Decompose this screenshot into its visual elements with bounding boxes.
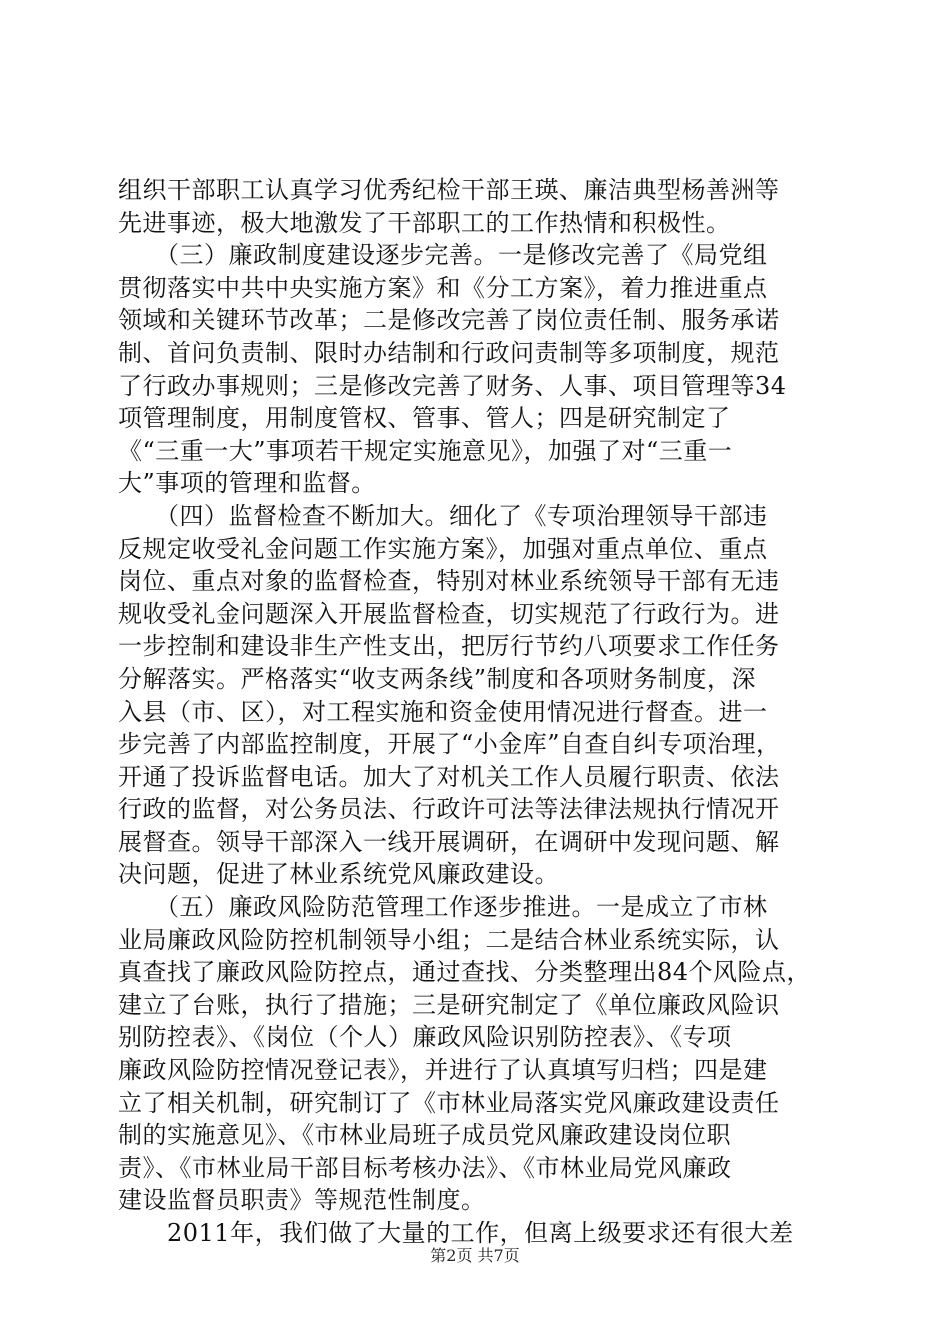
text-line: 入县（市、区），对工程实施和资金使用情况进行督查。进一	[118, 697, 768, 726]
page-footer: 第2页 共7页	[430, 1246, 520, 1265]
document-body	[118, 174, 836, 1250]
text-line: 2011年，我们做了大量的工作，但离上级要求还有很大差	[118, 1219, 794, 1247]
text-line: （三）廉政制度建设逐步完善。一是修改完善了《局党组	[118, 241, 768, 270]
text-line: 组织干部职工认真学习优秀纪检干部王瑛、廉洁典型杨善洲等	[118, 176, 780, 204]
text-line: 业局廉政风险防控机制领导小组；二是结合林业系统实际，认	[118, 925, 780, 954]
text-line: 先进事迹，极大地激发了干部职工的工作热情和积极性。	[118, 208, 731, 237]
text-line: 真查找了廉政风险防控点，通过查找、分类整理出84个风险点，	[118, 958, 812, 987]
text-line: 规收受礼金问题深入开展监督检查，切实规范了行政行为。进	[118, 599, 780, 628]
text-line: 项管理制度，用制度管权、管事、管人；四是研究制定了	[118, 404, 731, 433]
text-line: （四）监督检查不断加大。细化了《专项治理领导干部违	[118, 501, 768, 530]
text-line: 开通了投诉监督电话。加大了对机关工作人员履行职责、依法	[118, 762, 780, 791]
text-line: 责》、《市林业局干部目标考核办法》、《市林业局党风廉政	[118, 1153, 732, 1182]
text-line: 大”事项的管理和监督。	[118, 469, 376, 498]
text-line: 决问题，促进了林业系统党风廉政建设。	[118, 860, 559, 889]
text-line: 建立了台账，执行了措施；三是研究制定了《单位廉政风险识	[118, 990, 780, 1019]
text-line: 制、首问负责制、限时办结制和行政问责制等多项制度，规范	[118, 338, 780, 367]
text-line: 了行政办事规则；三是修改完善了财务、人事、项目管理等34	[118, 371, 787, 400]
text-line: 岗位、重点对象的监督检查，特别对林业系统领导干部有无违	[118, 567, 780, 596]
text-line: 展督查。领导干部深入一线开展调研，在调研中发现问题、解	[118, 827, 780, 856]
text-line: 贯彻落实中共中央实施方案》和《分工方案》，着力推进重点	[118, 273, 768, 302]
text-line: 建设监督员职责》等规范性制度。	[118, 1186, 486, 1215]
text-line: （五）廉政风险防范管理工作逐步推进。一是成立了市林	[118, 893, 768, 922]
text-line: 《“三重一大”事项若干规定实施意见》，加强了对“三重一	[118, 436, 733, 465]
text-line: 步完善了内部监控制度，开展了“小金库”自查自纠专项治理，	[118, 730, 781, 759]
text-line: 行政的监督，对公务员法、行政许可法等法律法规执行情况开	[118, 795, 780, 824]
text-line: 反规定收受礼金问题工作实施方案》，加强对重点单位、重点	[118, 534, 768, 563]
text-line: 别防控表》、《岗位（个人）廉政风险识别防控表》、《专项	[118, 1023, 732, 1052]
text-line: 制的实施意见》、《市林业局班子成员党风廉政建设岗位职	[118, 1121, 731, 1150]
text-line: 廉政风险防控情况登记表》，并进行了认真填写归档；四是建	[118, 1056, 768, 1085]
text-line: 领域和关键环节改革；二是修改完善了岗位责任制、服务承诺	[118, 306, 780, 335]
text-line: 分解落实。严格落实“收支两条线”制度和各项财务制度，深	[118, 664, 757, 693]
text-line: 立了相关机制，研究制订了《市林业局落实党风廉政建设责任	[118, 1088, 780, 1117]
text-line: 一步控制和建设非生产性支出，把厉行节约八项要求工作任务	[118, 632, 780, 661]
